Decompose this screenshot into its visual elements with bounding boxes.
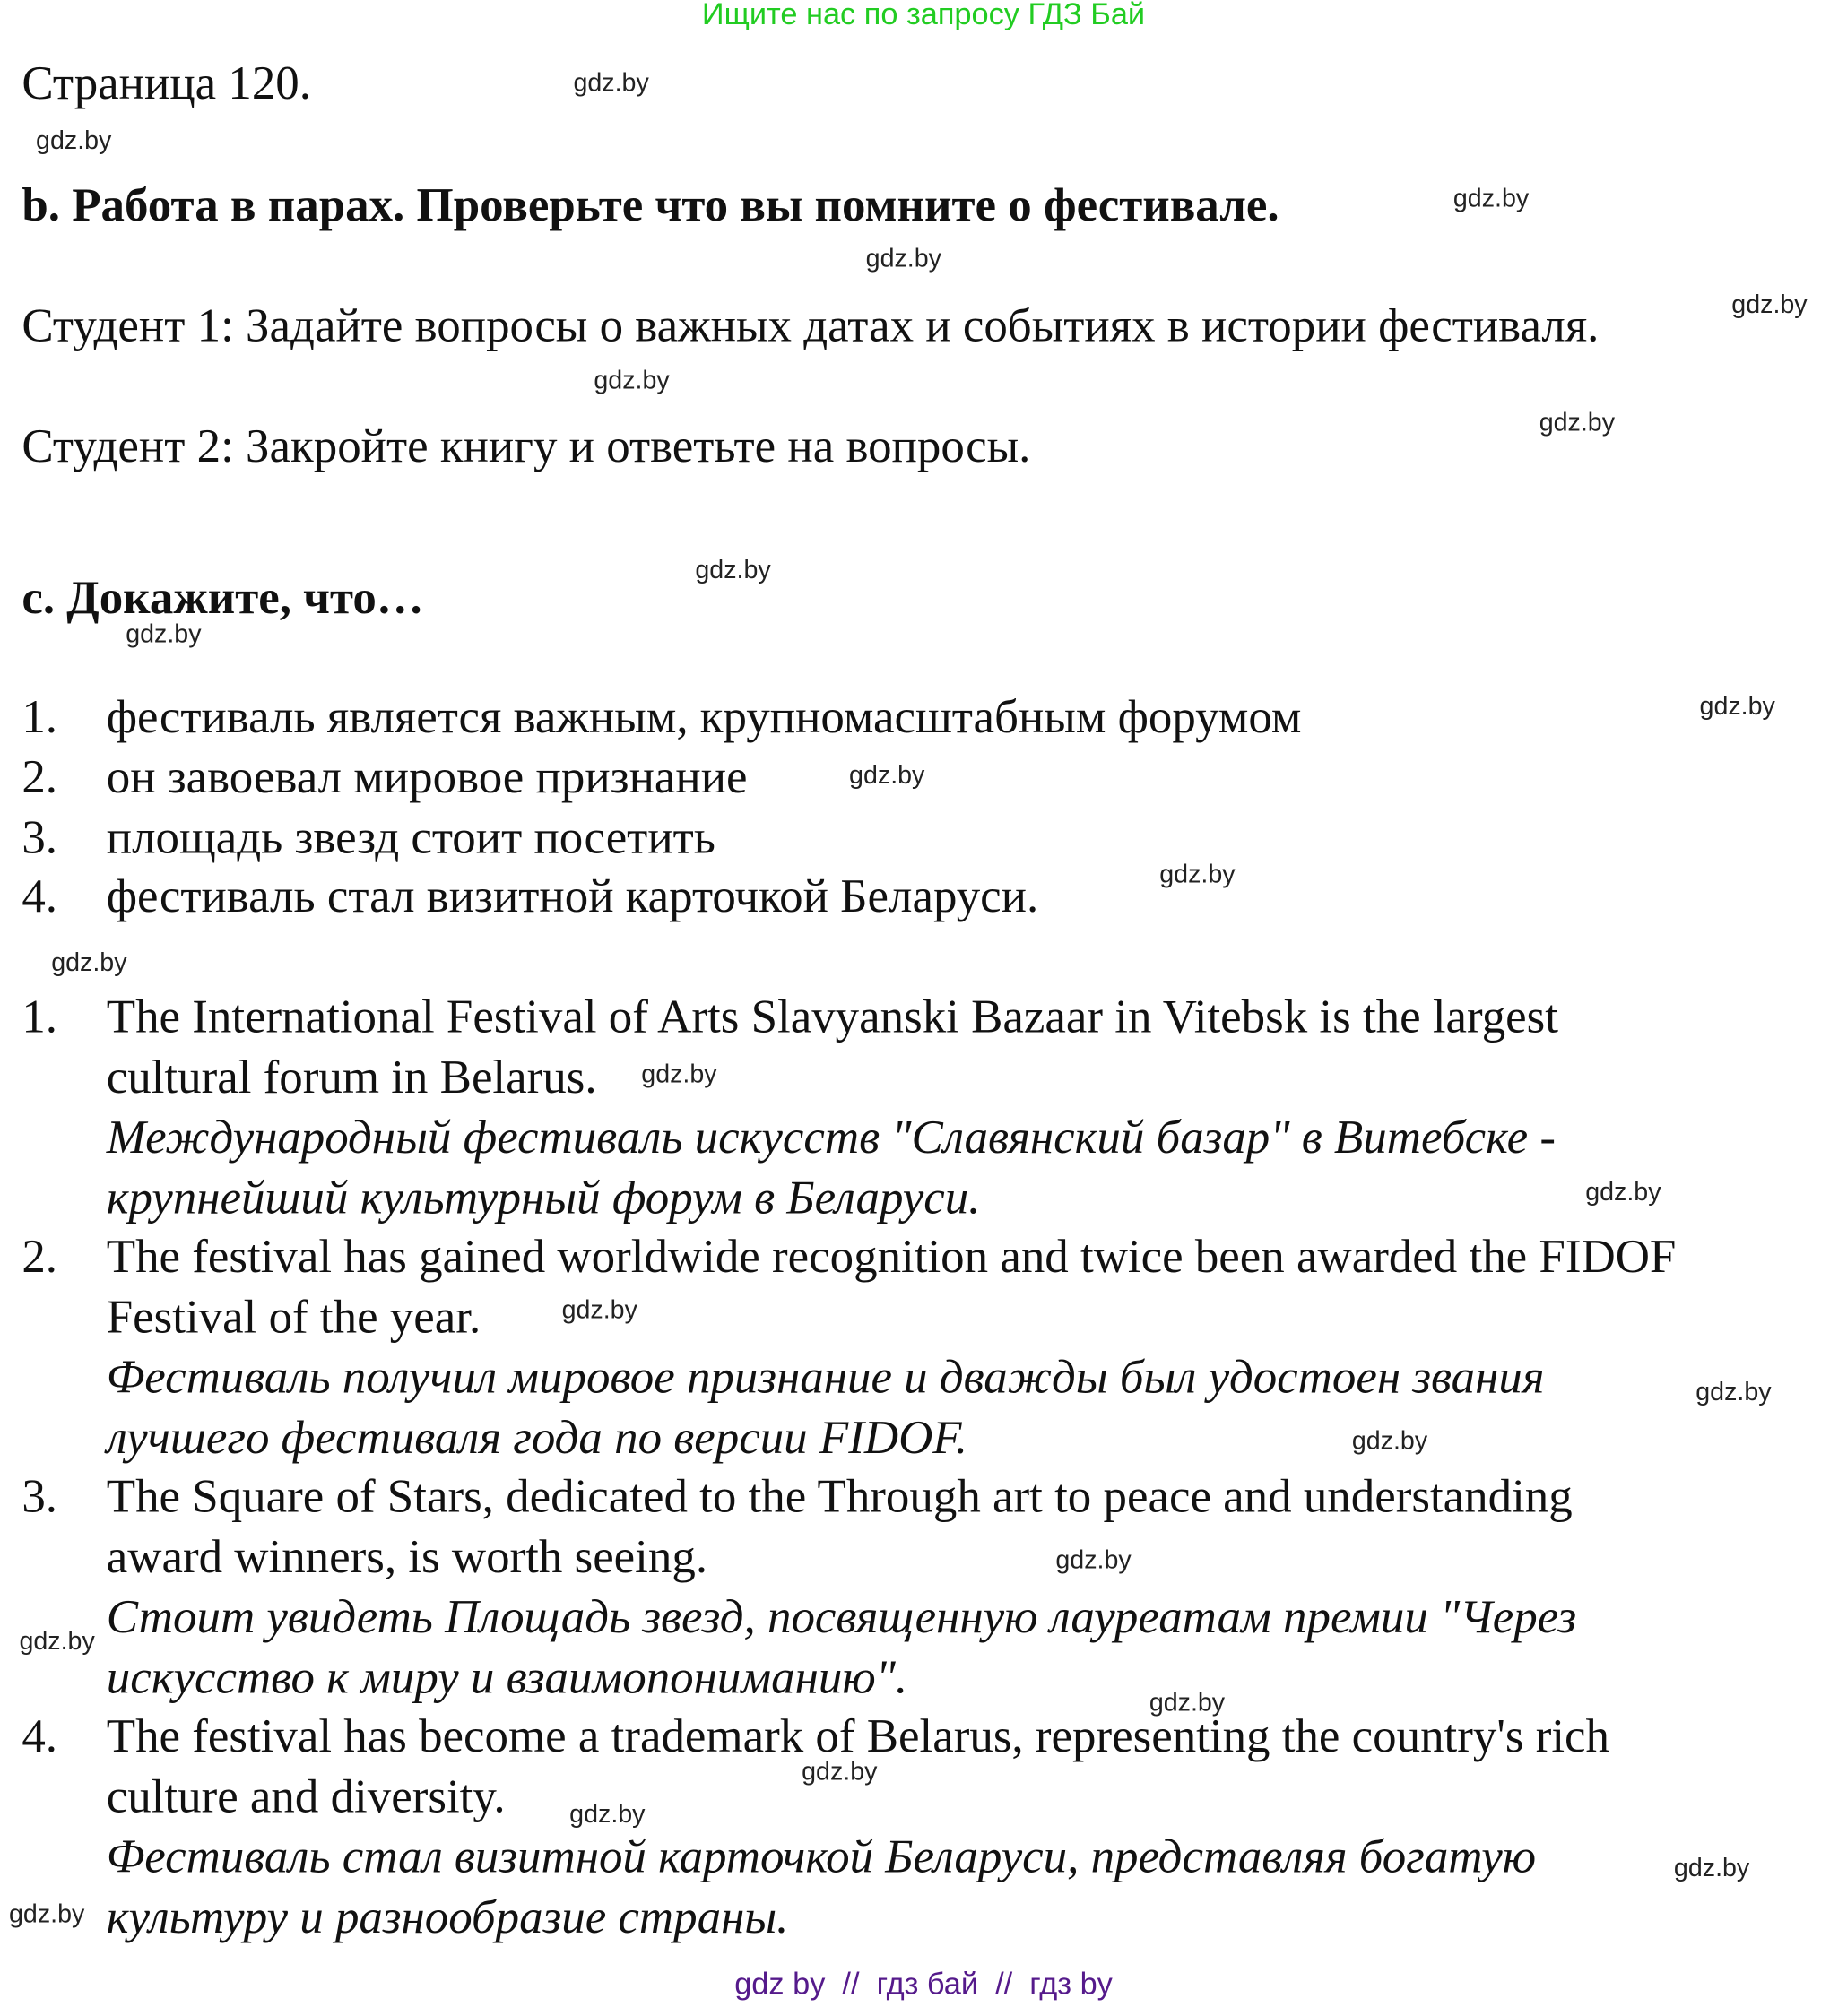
watermark: gdz.by bbox=[573, 69, 649, 98]
item-number: 3. bbox=[22, 811, 58, 865]
item-text: площадь звезд стоит посетить bbox=[106, 811, 715, 865]
watermark: gdz.by bbox=[802, 1758, 878, 1787]
watermark: gdz.by bbox=[1539, 409, 1616, 437]
list-item bbox=[0, 810, 1847, 867]
item-number: 4. bbox=[22, 870, 58, 924]
watermark: gdz.by bbox=[51, 948, 127, 978]
watermark: gdz.by bbox=[695, 556, 771, 585]
list-item bbox=[0, 870, 1847, 926]
watermark: gdz.by bbox=[594, 367, 670, 395]
answer-english-line: award winners, is worth seeing. bbox=[106, 1531, 708, 1584]
answer-english-line: The International Festival of Arts Slavyanski Bazaar in Vitebsk is the largest bbox=[106, 991, 1559, 1044]
watermark: gdz.by bbox=[1699, 692, 1775, 721]
watermark: gdz.by bbox=[1149, 1689, 1226, 1717]
watermark: gdz.by bbox=[641, 1060, 717, 1089]
watermark: gdz.by bbox=[19, 1627, 95, 1656]
watermark: gdz.by bbox=[849, 761, 925, 791]
answer-russian-line: искусство к миру и взаимопониманию". bbox=[106, 1651, 908, 1705]
answer-english-line: The festival has gained worldwide recognition and twice been awarded the FIDOF bbox=[106, 1231, 1677, 1285]
watermark: gdz.by bbox=[561, 1296, 637, 1325]
item-text: фестиваль стал визитной карточкой Беларуси. bbox=[106, 870, 1039, 924]
item-number: 1. bbox=[22, 691, 58, 744]
student-1-instruction: Студент 1: Задайте вопросы о важных датах и событиях в истории фестиваля. bbox=[22, 299, 1600, 353]
watermark: gdz.by bbox=[1731, 290, 1808, 320]
student-2-instruction: Студент 2: Закройте книгу и ответьте на вопросы. bbox=[22, 420, 1031, 473]
answer-russian-line: Фестиваль получил мировое признание и дважды был удостоен звания bbox=[106, 1351, 1545, 1405]
page-title: Страница 120. bbox=[22, 57, 312, 111]
answer-russian-line: Фестиваль стал визитной карточкой Беларуси, представляя богатую bbox=[106, 1830, 1537, 1884]
answer-english-line: culture and diversity. bbox=[106, 1770, 506, 1824]
item-number: 2. bbox=[22, 751, 58, 804]
section-b-heading: b. Работа в парах. Проверьте что вы помните о фестивале. bbox=[22, 179, 1279, 232]
watermark: gdz.by bbox=[1452, 185, 1530, 213]
watermark: gdz.by bbox=[1585, 1178, 1661, 1207]
section-c-heading: c. Докажите, что… bbox=[22, 572, 424, 625]
answer-russian-line: Международный фестиваль искусств "Славянский базар" в Витебске - bbox=[106, 1112, 1556, 1164]
answer-english-line: The festival has become a trademark of Belarus, representing the country's rich bbox=[106, 1710, 1610, 1764]
watermark: gdz.by bbox=[1055, 1546, 1132, 1575]
answer-number: 4. bbox=[22, 1710, 58, 1764]
list-item bbox=[0, 690, 1847, 747]
answer-russian-line: лучшего фестиваля года по версии FIDOF. bbox=[106, 1412, 968, 1465]
item-text: он завоевал мировое признание bbox=[106, 751, 748, 804]
footer-links[interactable]: gdz by // гдз бай // гдз by bbox=[734, 1967, 1113, 2003]
watermark: gdz.by bbox=[1159, 860, 1236, 889]
answer-english-line: cultural forum in Belarus. bbox=[106, 1051, 597, 1104]
watermark: gdz.by bbox=[1695, 1378, 1772, 1407]
answer-number: 2. bbox=[22, 1231, 58, 1285]
answer-russian-line: культуру и разнообразие страны. bbox=[106, 1891, 789, 1944]
answer-english-line: Festival of the year. bbox=[106, 1291, 481, 1345]
answer-number: 3. bbox=[22, 1470, 58, 1524]
watermark: gdz.by bbox=[9, 1900, 85, 1929]
watermark: gdz.by bbox=[865, 245, 941, 273]
answer-russian-line: Стоит увидеть Площадь звезд, посвященную лауреатам премии "Через bbox=[106, 1591, 1577, 1645]
watermark: gdz.by bbox=[569, 1800, 646, 1830]
watermark: gdz.by bbox=[1673, 1854, 1750, 1883]
answer-english-line: The Square of Stars, dedicated to the Through art to peace and understanding bbox=[106, 1470, 1573, 1524]
answer-russian-line: крупнейший культурный форум в Беларуси. bbox=[106, 1172, 981, 1225]
item-text: фестиваль является важным, крупномасштабным форумом bbox=[106, 691, 1302, 744]
search-banner: Ищите нас по запросу ГДЗ Бай bbox=[701, 0, 1146, 32]
watermark: gdz.by bbox=[126, 620, 202, 649]
answer-number: 1. bbox=[22, 991, 58, 1044]
watermark: gdz.by bbox=[36, 126, 112, 156]
watermark: gdz.by bbox=[1351, 1427, 1428, 1456]
